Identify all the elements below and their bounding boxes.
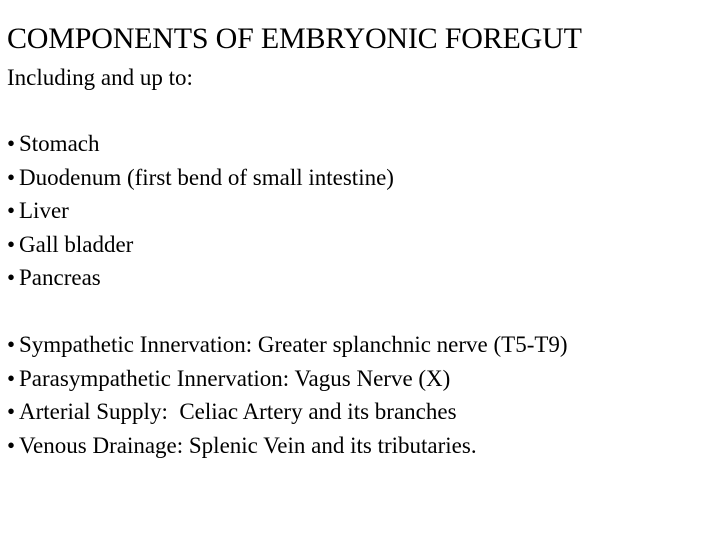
list-item	[7, 261, 394, 295]
list-item	[7, 395, 568, 429]
bullet-icon: •	[7, 164, 16, 190]
list-item	[7, 328, 568, 362]
bullet-icon: •	[7, 332, 16, 357]
bullet-icon: •	[7, 365, 16, 391]
list-item	[7, 362, 568, 396]
list-item-text: Gall bladder	[19, 231, 134, 257]
list-item-text: Duodenum (first bend of small intestine)	[19, 164, 394, 190]
list-item-text: Stomach	[19, 131, 100, 156]
list-item-text: Pancreas	[19, 265, 101, 290]
bullet-icon: •	[7, 265, 16, 290]
list-item-text: Venous Drainage: Splenic Vein and its tributaries.	[19, 432, 477, 458]
list-item-text: Parasympathetic Innervation: Vagus Nerve (X)	[19, 365, 451, 391]
list-item	[7, 429, 568, 463]
list-item-text: Sympathetic Innervation: Greater splanchnic nerve (T5-T9)	[19, 332, 568, 357]
slide-subtitle: Including and up to:	[7, 65, 193, 90]
bullet-icon: •	[7, 432, 16, 458]
bullet-icon: •	[7, 131, 16, 156]
list-item-text: Arterial Supply: Celiac Artery and its branches	[19, 399, 457, 424]
list-item	[7, 161, 394, 195]
bullet-icon: •	[7, 231, 16, 257]
bullet-icon: •	[7, 198, 16, 223]
organ-list	[7, 127, 394, 295]
bullet-icon: •	[7, 399, 16, 424]
list-item	[7, 228, 394, 262]
list-item	[7, 194, 394, 228]
list-item-text: Liver	[19, 198, 69, 223]
list-item	[7, 127, 394, 161]
supply-list	[7, 328, 568, 462]
slide-title: COMPONENTS OF EMBRYONIC FOREGUT	[7, 22, 582, 55]
